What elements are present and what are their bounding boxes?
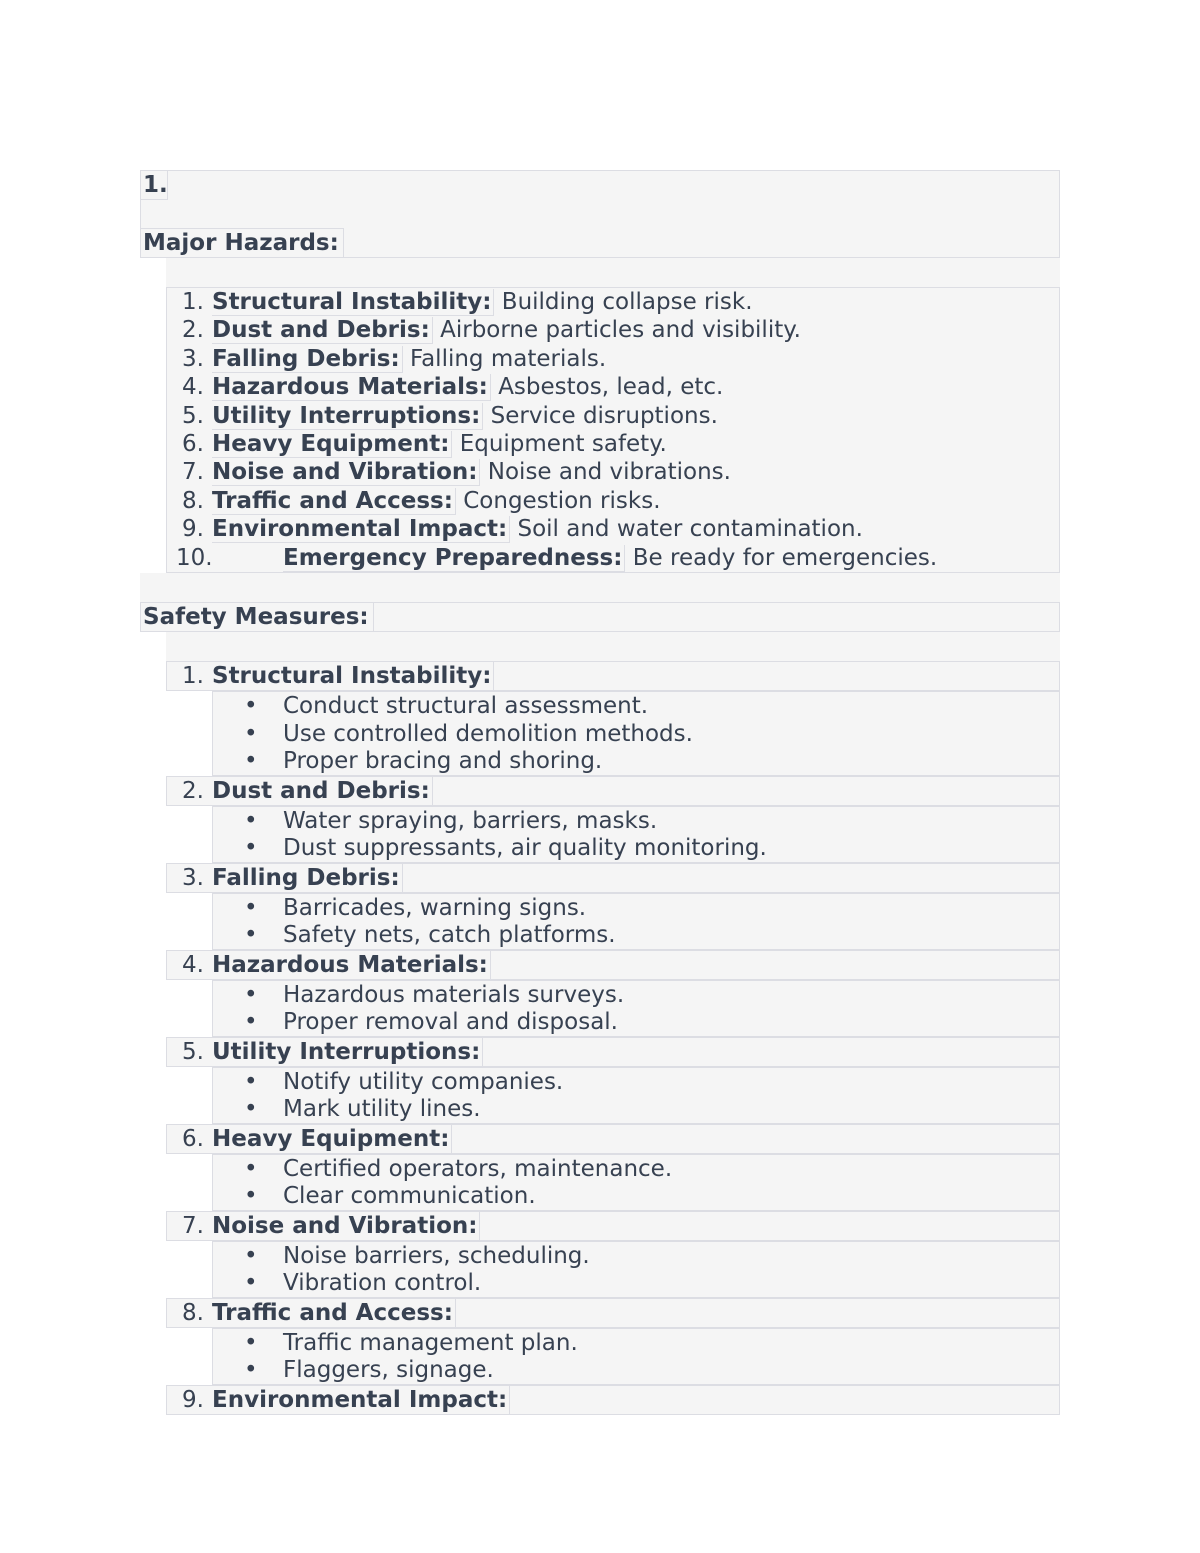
hazard-term: Utility Interruptions: (212, 403, 483, 430)
measure-bullet-text: Flaggers, signage. (283, 1357, 494, 1383)
bullet-glyph: • (244, 1242, 258, 1269)
hazard-description: Congestion risks. (455, 487, 661, 514)
hazard-description: Airborne particles and visibility. (432, 317, 801, 344)
hazard-content (212, 345, 606, 373)
spacer-band (140, 573, 1060, 602)
measure-bullet-text: Vibration control. (283, 1270, 482, 1296)
measure-bullet-text: Mark utility lines. (283, 1096, 481, 1122)
hazard-content (212, 288, 753, 316)
hazard-number: 8. (182, 487, 204, 514)
measure-bullet-text: Dust suppressants, air quality monitoring. (283, 835, 767, 861)
measure-term: Hazardous Materials: (212, 951, 491, 980)
hazard-number: 7. (182, 459, 204, 486)
bullet-glyph: • (244, 922, 258, 948)
measure-bullet-text: Certified operators, maintenance. (283, 1155, 673, 1182)
bullet-glyph: • (244, 748, 258, 774)
measure-number: 5. (182, 1038, 204, 1065)
measure-bullet-text: Noise barriers, scheduling. (283, 1242, 590, 1269)
measure-bullet-text: Use controlled demolition methods. (283, 720, 693, 747)
hazard-description: Be ready for emergencies. (625, 544, 938, 571)
hazard-content (212, 430, 667, 458)
hazard-term: Emergency Preparedness: (283, 545, 625, 572)
bullet-glyph: • (244, 807, 258, 834)
measure-term: Dust and Debris: (212, 777, 433, 806)
bullet-glyph: • (244, 720, 258, 747)
hazard-description: Equipment safety. (452, 431, 667, 457)
bullet-glyph: • (244, 1155, 258, 1182)
measure-bullet-text: Barricades, warning signs. (283, 894, 587, 921)
bullet-glyph: • (244, 1009, 258, 1035)
hazard-content (212, 316, 801, 344)
hazard-number: 3. (182, 345, 204, 372)
measure-term: Environmental Impact: (212, 1386, 510, 1415)
hazard-description: Building collapse risk. (494, 289, 753, 315)
hazard-number: 9. (182, 516, 204, 543)
hazard-content (212, 458, 731, 486)
hazard-content (212, 373, 723, 401)
hazard-description: Falling materials. (402, 345, 607, 372)
hazard-term: Dust and Debris: (212, 317, 433, 344)
bullet-glyph: • (244, 1096, 258, 1122)
hazard-description: Noise and vibrations. (480, 459, 731, 486)
hazard-description: Service disruptions. (483, 402, 718, 429)
bullet-glyph: • (244, 1270, 258, 1296)
hazard-term: Structural Instability: (212, 289, 494, 316)
hazard-number: 1. (182, 289, 204, 315)
major-hazards-heading: Major Hazards: (143, 230, 339, 256)
measure-bullet-text: Safety nets, catch platforms. (283, 922, 616, 948)
bullet-glyph: • (244, 981, 258, 1008)
bullet-glyph: • (244, 693, 258, 719)
hazard-description: Asbestos, lead, etc. (490, 374, 724, 401)
bullet-glyph: • (244, 1068, 258, 1095)
measure-term: Structural Instability: (212, 662, 494, 691)
hazard-content (212, 515, 863, 543)
measure-term: Traffic and Access: (212, 1299, 456, 1328)
measure-number: 3. (182, 864, 204, 891)
hazard-term: Falling Debris: (212, 346, 403, 373)
measure-bullet-text: Traffic management plan. (283, 1329, 578, 1356)
measure-number: 9. (182, 1386, 204, 1413)
hazard-number: 10. (176, 544, 213, 571)
hazard-content (283, 544, 937, 572)
hazard-term: Heavy Equipment: (212, 431, 452, 458)
measure-bullet-text: Notify utility companies. (283, 1068, 564, 1095)
measure-bullet-text: Clear communication. (283, 1183, 536, 1209)
hazard-number: 6. (182, 431, 204, 457)
section-number: 1. (143, 172, 168, 198)
measure-number: 1. (182, 663, 204, 689)
measure-bullet-text: Water spraying, barriers, masks. (283, 807, 658, 834)
hazard-description: Soil and water contamination. (510, 516, 863, 543)
hazard-number: 5. (182, 402, 204, 429)
hazard-content (212, 487, 661, 515)
measure-number: 4. (182, 951, 204, 978)
bullet-glyph: • (244, 1183, 258, 1209)
hazard-number: 4. (182, 374, 204, 401)
hazard-term: Noise and Vibration: (212, 459, 480, 486)
hazard-term: Hazardous Materials: (212, 374, 491, 401)
measure-term: Noise and Vibration: (212, 1212, 480, 1241)
measure-term: Falling Debris: (212, 864, 403, 893)
bullet-glyph: • (244, 1329, 258, 1356)
spacer-band (166, 632, 1060, 661)
measure-bullet-text: Hazardous materials surveys. (283, 981, 625, 1008)
measure-bullet-text: Conduct structural assessment. (283, 693, 649, 719)
measure-number: 6. (182, 1125, 204, 1152)
measure-bullet-text: Proper removal and disposal. (283, 1009, 618, 1035)
measure-number: 2. (182, 777, 204, 804)
measure-term: Utility Interruptions: (212, 1038, 483, 1067)
measure-term: Heavy Equipment: (212, 1125, 452, 1154)
bullet-glyph: • (244, 835, 258, 861)
hazard-term: Traffic and Access: (212, 488, 456, 515)
measure-number: 8. (182, 1299, 204, 1326)
measure-number: 7. (182, 1212, 204, 1239)
hazard-term: Environmental Impact: (212, 516, 510, 543)
bullet-glyph: • (244, 894, 258, 921)
measure-bullet-text: Proper bracing and shoring. (283, 748, 603, 774)
hazard-number: 2. (182, 317, 204, 344)
hazard-content (212, 402, 718, 430)
safety-measures-heading: Safety Measures: (143, 604, 369, 630)
spacer-band (166, 258, 1060, 287)
bullet-glyph: • (244, 1357, 258, 1383)
